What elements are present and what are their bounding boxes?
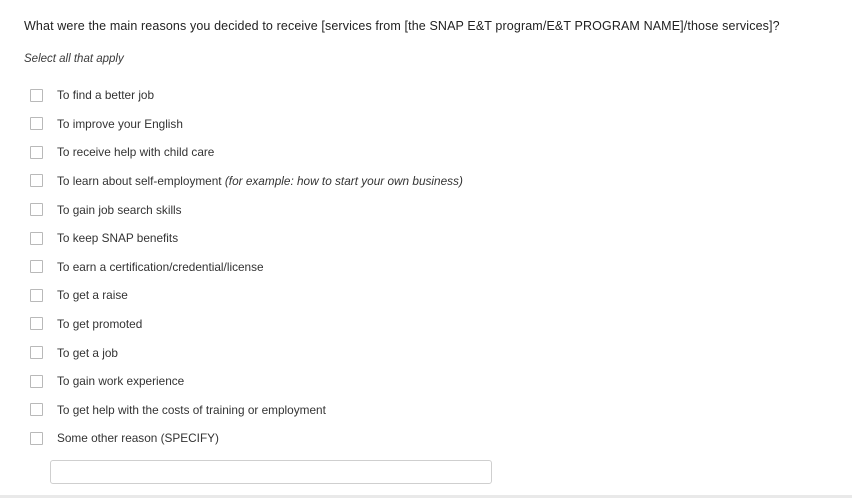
checkbox-icon[interactable]	[30, 403, 43, 416]
checkbox-icon[interactable]	[30, 117, 43, 130]
option-row-improve-english[interactable]	[24, 109, 828, 138]
select-all-instruction: Select all that apply	[24, 52, 124, 65]
checkbox-icon[interactable]	[30, 289, 43, 302]
option-label: To gain work experience	[57, 374, 185, 389]
option-label: To find a better job	[57, 88, 155, 103]
option-row-job-search-skills[interactable]	[24, 195, 828, 224]
checkbox-icon[interactable]	[30, 260, 43, 273]
options-list	[24, 81, 828, 453]
option-row-better-job[interactable]	[24, 81, 828, 110]
specify-other-reason-input[interactable]	[50, 460, 492, 484]
option-row-get-a-job[interactable]	[24, 338, 828, 367]
option-label: To get a raise	[57, 288, 128, 303]
checkbox-icon[interactable]	[30, 317, 43, 330]
option-label: To get help with the costs of training or employment	[57, 402, 326, 417]
option-label: Some other reason (SPECIFY)	[57, 431, 219, 446]
checkbox-icon[interactable]	[30, 346, 43, 359]
checkbox-icon[interactable]	[30, 174, 43, 187]
option-row-keep-snap-benefits[interactable]	[24, 224, 828, 253]
option-row-work-experience[interactable]	[24, 367, 828, 396]
option-row-certification[interactable]	[24, 252, 828, 281]
checkbox-icon[interactable]	[30, 203, 43, 216]
option-row-get-a-raise[interactable]	[24, 281, 828, 310]
checkbox-icon[interactable]	[30, 232, 43, 245]
option-row-self-employment[interactable]	[24, 167, 828, 196]
option-row-costs-help[interactable]	[24, 395, 828, 424]
question-text: What were the main reasons you decided to receive [services from [the SNAP E&T program/E&T PROGRAM NAME]/those services]?	[24, 19, 780, 33]
option-label: To earn a certification/credential/license	[57, 259, 264, 274]
option-label: To receive help with child care	[57, 145, 215, 160]
checkbox-icon[interactable]	[30, 375, 43, 388]
option-label: To get promoted	[57, 316, 143, 331]
option-row-child-care[interactable]	[24, 138, 828, 167]
option-row-get-promoted[interactable]	[24, 310, 828, 339]
checkbox-icon[interactable]	[30, 432, 43, 445]
option-label: To improve your English	[57, 116, 183, 131]
specify-input-row	[24, 460, 828, 484]
option-row-other-reason[interactable]	[24, 424, 828, 453]
checkbox-icon[interactable]	[30, 89, 43, 102]
option-label: To get a job	[57, 345, 118, 360]
checkbox-icon[interactable]	[30, 146, 43, 159]
option-label: To learn about self-employment (for example: how to start your own business)	[57, 173, 463, 188]
option-label: To keep SNAP benefits	[57, 231, 179, 246]
option-label: To gain job search skills	[57, 202, 182, 217]
